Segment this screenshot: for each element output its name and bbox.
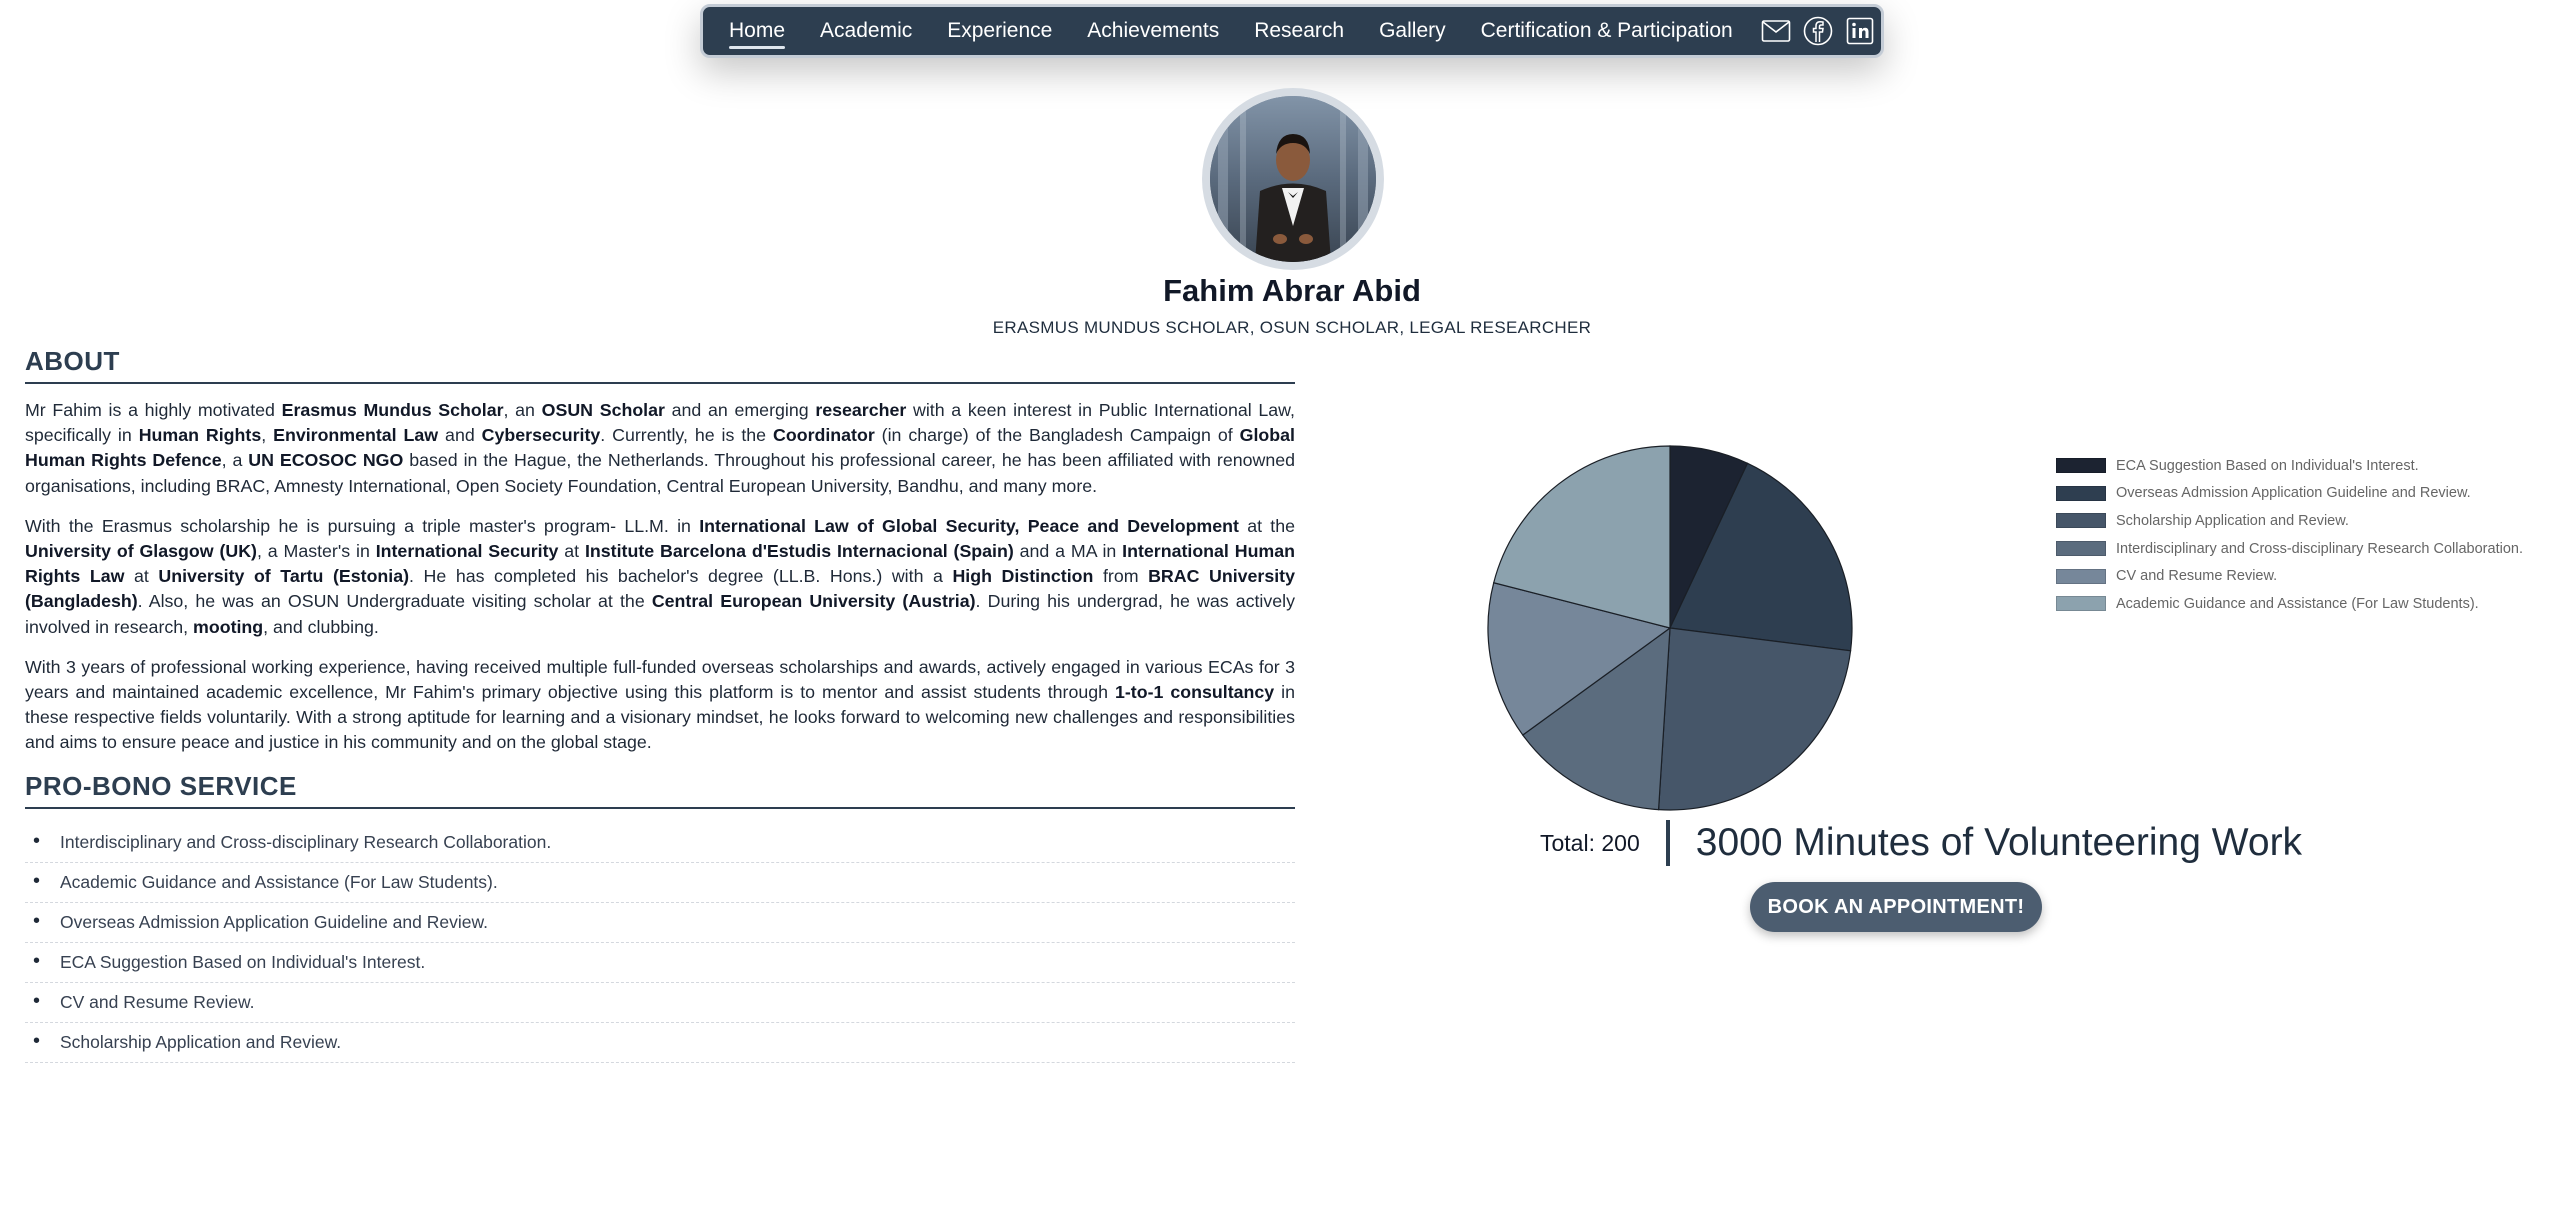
bold-text: International Security: [375, 541, 559, 562]
list-item: • Academic Guidance and Assistance (For Law Students).: [25, 863, 1295, 903]
pie-slice: [1659, 628, 1851, 810]
text-run: . He has completed his bachelor's degree (LL.B. Hons.) with a: [409, 566, 953, 587]
legend-swatch: [2056, 541, 2106, 556]
text-run: With the Erasmus scholarship he is pursuing a triple master's program- LL.M. in: [25, 515, 700, 536]
list-item: • CV and Resume Review.: [25, 983, 1295, 1023]
text-run: at the: [1238, 515, 1296, 536]
bold-text: Coordinator: [773, 425, 875, 446]
bold-text: Institute Barcelona d'Estudis Internacional (Spain): [584, 541, 1014, 562]
text-run: (in charge) of the Bangladesh Campaign of: [874, 425, 1240, 446]
mail-icon[interactable]: [1760, 15, 1792, 47]
bold-text: UN ECOSOC NGO: [248, 450, 404, 471]
social-icons: [1760, 15, 1876, 47]
legend-swatch: [2056, 513, 2106, 528]
text-run: from: [1093, 566, 1149, 587]
text-run: , and clubbing.: [263, 616, 379, 637]
legend-item: [2056, 590, 2523, 618]
about-paragraph: [25, 514, 1295, 640]
legend-swatch: [2056, 569, 2106, 584]
text-run: . During his undergrad, he was actively involved in research,: [25, 591, 1296, 637]
text-run: and: [438, 425, 482, 446]
legend-item: [2056, 452, 2523, 480]
text-run: in these respective fields voluntarily. With a strong aptitude for learning and a visionary mindset, he looks forward to welcoming new challenges and responsibilities and aims to ensure peace and justice in his community and on the global stage.: [25, 682, 1295, 753]
bold-text: researcher: [815, 400, 907, 420]
bold-text: Central European University (Austria): [651, 591, 976, 612]
legend-item: [2056, 562, 2523, 590]
bold-text: Erasmus Mundus Scholar: [281, 400, 504, 420]
bold-text: University of Glasgow (UK): [25, 541, 257, 562]
profile-name: Fahim Abrar Abid: [1163, 273, 1421, 308]
text-run: . Also, he was an OSUN Undergraduate visiting scholar at the: [137, 591, 652, 612]
legend-label: Scholarship Application and Review.: [2116, 512, 2349, 529]
profile-subtitle: ERASMUS MUNDUS SCHOLAR, OSUN SCHOLAR, LEGAL RESEARCHER: [992, 318, 1592, 337]
text-run: ,: [261, 425, 274, 446]
about-title: ABOUT: [25, 346, 1295, 384]
list-item: • Scholarship Application and Review.: [25, 1023, 1295, 1063]
probono-title: PRO-BONO SERVICE: [25, 771, 1295, 809]
bold-text: High Distinction: [952, 566, 1094, 587]
probono-list: [25, 823, 1295, 1063]
list-item: • Interdisciplinary and Cross-disciplinary Research Collaboration.: [25, 823, 1295, 863]
bold-text: OSUN Scholar: [541, 400, 665, 420]
text-run: Mr Fahim is a highly motivated: [25, 400, 282, 420]
total-count: Total: 200: [1540, 829, 1640, 856]
list-item: • Overseas Admission Application Guideline and Review.: [25, 903, 1295, 943]
services-pie-chart: [1480, 438, 1860, 818]
profile-photo: [1210, 96, 1376, 262]
legend-swatch: [2056, 486, 2106, 501]
nav-achievements[interactable]: Achievements: [1087, 19, 1220, 42]
left-column: [25, 346, 1295, 1063]
chart-legend: [2056, 452, 2523, 618]
volunteer-minutes: 3000 Minutes of Volunteering Work: [1695, 821, 2303, 864]
list-item: • ECA Suggestion Based on Individual's Interest.: [25, 943, 1295, 983]
text-run: at: [558, 541, 585, 562]
text-run: . Currently, he is the: [600, 425, 773, 446]
legend-item: [2056, 480, 2523, 508]
nav-gallery[interactable]: Gallery: [1379, 19, 1446, 42]
nav-home[interactable]: Home: [729, 19, 786, 42]
legend-label: Academic Guidance and Assistance (For Law Students).: [2116, 595, 2479, 612]
volunteer-stats: [1540, 820, 2302, 866]
bold-text: mooting: [193, 616, 264, 637]
profile-avatar-frame: [1202, 88, 1384, 270]
bold-text: International Law of Global Security, Peace and Development: [699, 515, 1239, 536]
nav-academic[interactable]: Academic: [820, 19, 913, 42]
about-paragraph: [25, 398, 1295, 499]
legend-label: ECA Suggestion Based on Individual's Interest.: [2116, 457, 2419, 474]
legend-item: [2056, 535, 2523, 563]
book-appointment-button[interactable]: BOOK AN APPOINTMENT!: [1750, 882, 2042, 932]
nav-certification[interactable]: Certification & Participation: [1480, 19, 1733, 42]
facebook-icon[interactable]: [1802, 15, 1834, 47]
stats-divider: [1666, 820, 1670, 866]
text-run: , a: [221, 450, 249, 471]
bold-text: 1-to-1 consultancy: [1115, 682, 1275, 703]
bold-text: BRAC University (Bangladesh): [25, 566, 1295, 612]
nav-research[interactable]: Research: [1254, 19, 1345, 42]
bold-text: Environmental Law: [273, 425, 439, 446]
bold-text: University of Tartu (Estonia): [158, 566, 410, 587]
text-run: with a keen interest in Public International Law, specifically in: [25, 400, 1295, 446]
pie-svg: [1480, 438, 1860, 818]
nav-experience[interactable]: Experience: [947, 19, 1053, 42]
text-run: at: [124, 566, 159, 587]
text-run: and a MA in: [1013, 541, 1123, 562]
linkedin-icon[interactable]: [1844, 15, 1876, 47]
legend-label: Interdisciplinary and Cross-disciplinary Research Collaboration.: [2116, 540, 2523, 557]
legend-item: [2056, 507, 2523, 535]
legend-label: CV and Resume Review.: [2116, 568, 2278, 585]
text-run: With 3 years of professional working experience, having received multiple full-funded overseas scholarships and awards, actively engaged in various ECAs for 3 years and maintained academic excellence, Mr Fahim's primary objective using this platform is to mentor and assist students through: [25, 656, 1295, 703]
bold-text: Global Human Rights Defence: [25, 425, 1295, 471]
bold-text: Human Rights: [138, 425, 262, 446]
top-navbar: [700, 4, 1884, 58]
legend-label: Overseas Admission Application Guideline and Review.: [2116, 485, 2471, 502]
text-run: , a Master's in: [256, 541, 376, 562]
bold-text: Cybersecurity: [481, 425, 601, 446]
text-run: , an: [503, 400, 542, 420]
text-run: based in the Hague, the Netherlands. Throughout his professional career, he has been affiliated with renowned organisations, including BRAC, Amnesty International, Open Society Foundation, Central European University, Bandhu, and many more.: [25, 450, 1295, 496]
text-run: and an emerging: [664, 400, 816, 420]
about-paragraph: [25, 655, 1295, 756]
bold-text: International Human Rights Law: [25, 541, 1295, 587]
legend-swatch: [2056, 458, 2106, 473]
legend-swatch: [2056, 596, 2106, 611]
